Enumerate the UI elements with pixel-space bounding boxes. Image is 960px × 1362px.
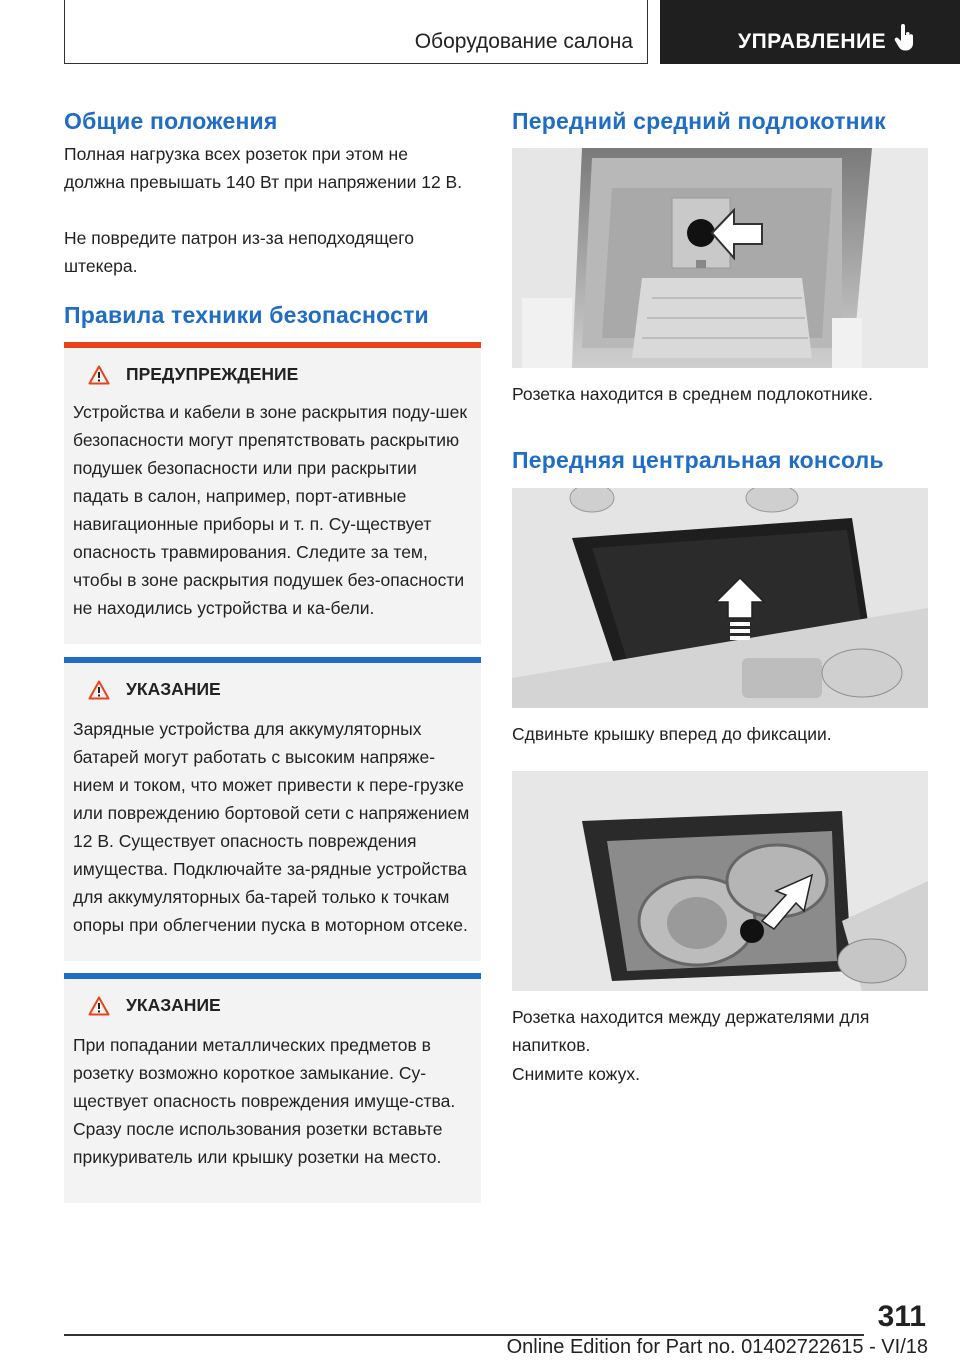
general-paragraph-2: Не повредите патрон из-за неподходящего штекера. <box>64 228 414 276</box>
warning-triangle-icon <box>88 680 110 700</box>
safety-title: Правила техники безопасности <box>64 302 429 328</box>
warning-box <box>64 342 481 644</box>
console-caption-2: Розетка находится между держателями для напитков. <box>512 1007 870 1055</box>
console-caption-3: Снимите кожух. <box>512 1064 640 1084</box>
notice-bar <box>64 657 481 663</box>
notice-text: Зарядные устройства для аккумуляторных батарей могут работать с высоким напряже-нием и током, что может привести к пере-грузке или повреждению бортовой сети с напряжением 12 В. Существует опасность повреждения имущества. Подключайте за-рядные устройства для аккумуляторных ба-тарей только к точкам опоры при облегчении пуска в моторном отсеке. <box>73 719 470 935</box>
cupholder-photo <box>512 771 928 991</box>
console-title: Передняя центральная консоль <box>512 447 884 473</box>
notice-text: При попадании металлических предметов в розетку возможно короткое замыкание. Су-ществует опасность повреждения имуще-ства. Сразу после использования розетки вставьте прикуриватель или крышку розетки на место. <box>73 1035 456 1167</box>
page-number: 311 <box>877 1300 926 1333</box>
warning-bar <box>64 342 481 348</box>
warning-text: Устройства и кабели в зоне раскрытия поду-шек безопасности могут препятствовать раскрытию подушек безопасности или при раскрытии падать в салон, например, порт-ативные навигационные приборы и т. п. Су-ществует опасность травмирования. Следите за тем, чтобы в зоне раскрытия подушек без-опасности не находились устройства и ка-бели. <box>73 402 467 618</box>
general-paragraph-1: Полная нагрузка всех розеток при этом не должна превышать 140 Вт при напряжении 12 В. <box>64 144 463 192</box>
notice-box-2 <box>64 973 481 1203</box>
general-title: Общие положения <box>64 108 278 134</box>
console-caption-1: Сдвиньте крышку вперед до фиксации. <box>512 724 832 744</box>
header-chapter-box <box>660 0 960 64</box>
warning-label: ПРЕДУПРЕЖДЕНИЕ <box>126 364 299 384</box>
warning-triangle-icon <box>88 996 110 1016</box>
armrest-caption: Розетка находится в среднем подлокотнике. <box>512 384 874 404</box>
hand-pointer-icon <box>894 24 916 52</box>
armrest-title: Передний средний подлокотник <box>512 108 886 134</box>
notice-box-1 <box>64 657 481 961</box>
header-section-title: Оборудование салона <box>414 30 633 53</box>
footer-edition: Online Edition for Part no. 01402722615 - VI/18 <box>506 1336 928 1358</box>
header-chapter-title: УПРАВЛЕНИЕ <box>738 30 887 53</box>
notice-label: УКАЗАНИЕ <box>126 679 221 699</box>
warning-triangle-icon <box>88 365 110 385</box>
armrest-photo <box>512 148 928 368</box>
header-section-box <box>64 0 648 64</box>
notice-bar <box>64 973 481 979</box>
notice-label: УКАЗАНИЕ <box>126 995 221 1015</box>
console-cover-photo <box>512 488 928 708</box>
